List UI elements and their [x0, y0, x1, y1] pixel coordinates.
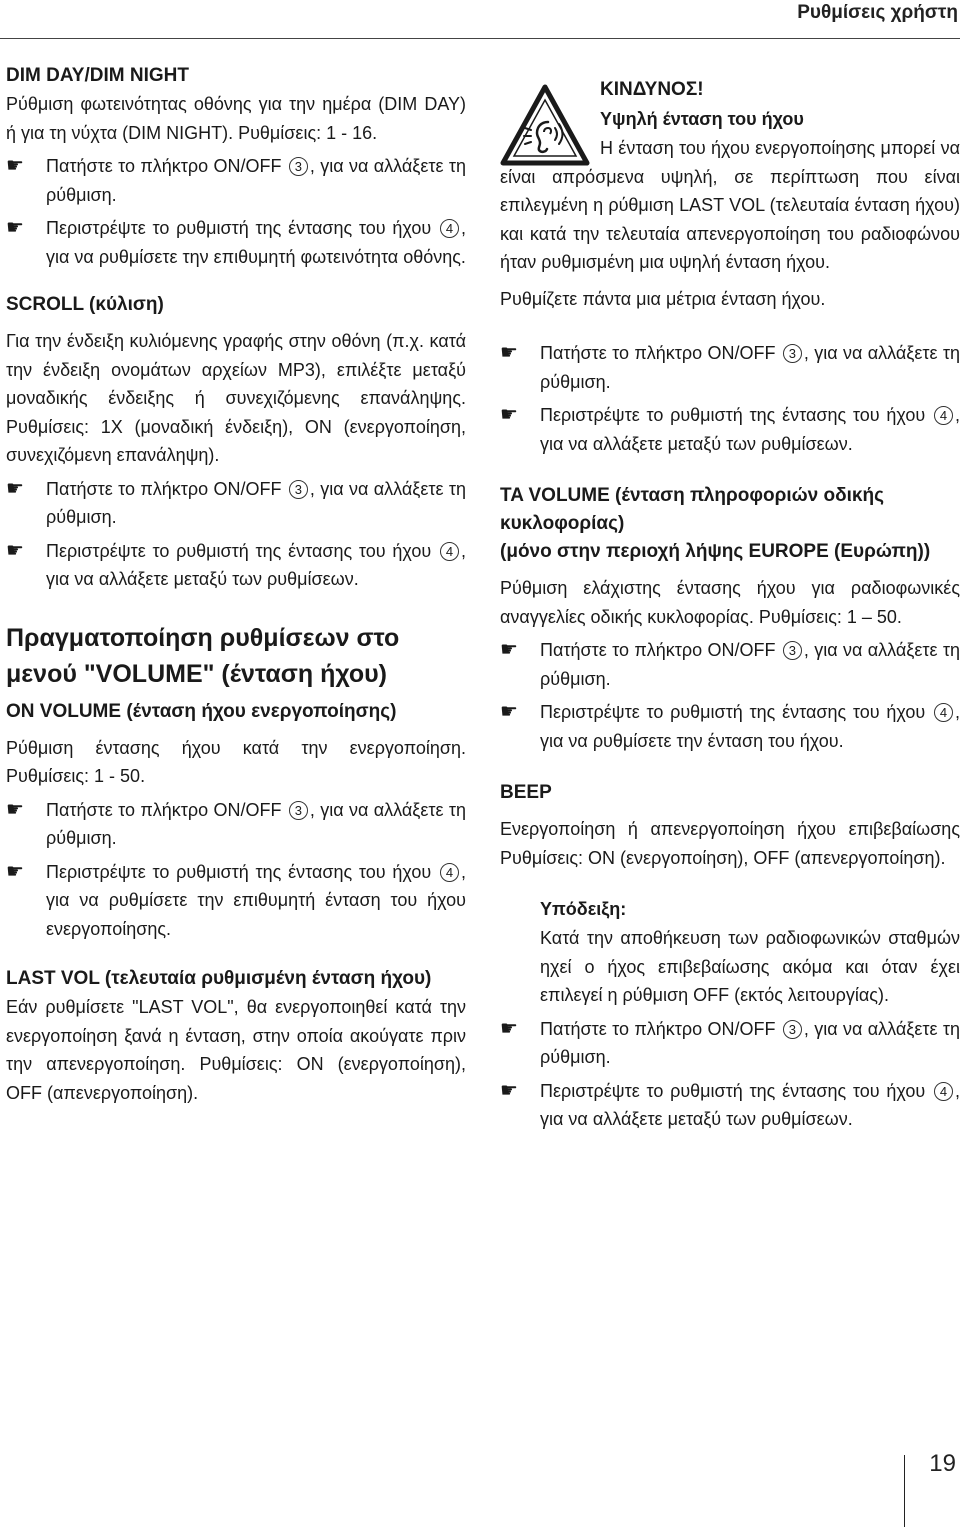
key-number-icon: 3: [289, 157, 308, 176]
pointing-hand-icon: ☛: [500, 1017, 518, 1040]
on-volume-text: Ρύθμιση έντασης ήχου κατά την ενεργοποίηση. Ρυθμίσεις: 1 - 50.: [6, 737, 466, 786]
key-number-icon: 3: [289, 480, 308, 499]
on-volume-heading: ON VOLUME (ένταση ήχου ενεργοποίησης): [6, 700, 397, 722]
pointing-hand-icon: ☛: [500, 701, 518, 723]
running-header: Ρυθμίσεις χρήστη: [797, 2, 958, 23]
beep-step-2: ☛ Περιστρέψτε το ρυθμιστή της έντασης του ήχου 4 , για να αλλάξετε μεταξύ των ρυθμίσεων.: [500, 1077, 960, 1134]
header-rule: [0, 38, 960, 39]
danger-warning-box: [500, 76, 960, 277]
pointing-hand-icon: ☛: [6, 217, 24, 239]
pointing-hand-icon: ☛: [6, 155, 24, 177]
left-column: [6, 60, 466, 1107]
last-vol-heading: LAST VOL (τελευταία ρυθμισμένη ένταση ήχου): [6, 968, 432, 989]
key-number-icon: 4: [934, 406, 953, 425]
key-number-icon: 3: [783, 1020, 802, 1039]
key-number-icon: 4: [440, 542, 459, 561]
warning-title: ΚΙΝΔΥΝΟΣ!: [600, 79, 704, 100]
key-number-icon: 3: [783, 641, 802, 660]
scroll-heading: SCROLL (κύλιση): [6, 294, 164, 315]
ta-volume-step-2: ☛ Περιστρέψτε το ρυθμιστή της έντασης του ήχου 4 , για να ρυθμίσετε την ένταση του ήχου.: [500, 698, 960, 755]
dim-step-2: ☛ Περιστρέψτε το ρυθμιστή της έντασης του ήχου 4 , για να ρυθμίσετε την επιθυμητή φωτεινότητα οθόνης.: [6, 214, 466, 271]
ta-volume-step-1: ☛ Πατήστε το πλήκτρο ON/OFF 3 , για να αλλάξετε τη ρύθμιση.: [500, 636, 960, 693]
hearing-warning-icon: [500, 84, 590, 166]
dim-heading: DIM DAY/DIM NIGHT: [6, 65, 189, 86]
key-number-icon: 4: [934, 703, 953, 722]
scroll-step-2: ☛ Περιστρέψτε το ρυθμιστή της έντασης του ήχου 4 , για να αλλάξετε μεταξύ των ρυθμίσεων.: [6, 537, 466, 594]
key-number-icon: 4: [440, 863, 459, 882]
pointing-hand-icon: ☛: [500, 1079, 518, 1102]
key-number-icon: 3: [289, 801, 308, 820]
scroll-step-1: ☛ Πατήστε το πλήκτρο ON/OFF 3 , για να αλλάξετε τη ρύθμιση.: [6, 475, 466, 532]
pointing-hand-icon: ☛: [500, 404, 518, 426]
note-box: [540, 894, 960, 1010]
beep-step-1: ☛ Πατήστε το πλήκτρο ON/OFF 3 , για να αλλάξετε τη ρύθμιση.: [500, 1015, 960, 1072]
pointing-hand-icon: ☛: [6, 798, 24, 821]
dim-step-1: ☛ Πατήστε το πλήκτρο ON/OFF 3 , για να αλλάξετε τη ρύθμιση.: [6, 152, 466, 209]
last-vol-step-2: ☛ Περιστρέψτε το ρυθμιστή της έντασης του ήχου 4 , για να αλλάξετε μεταξύ των ρυθμίσεων.: [500, 401, 960, 458]
beep-heading: BEEP: [500, 782, 552, 803]
pointing-hand-icon: ☛: [6, 477, 24, 500]
last-vol-text: Εάν ρυθμίσετε "LAST VOL", θα ενεργοποιηθεί κατά την ενεργοποίηση ξανά η ένταση, στην οποία ακούγατε πριν την απενεργοποίηση. Ρυθμίσεις: ON (ενεργοποίηση), OFF (απενεργοποίηση).: [6, 997, 466, 1103]
pointing-hand-icon: ☛: [6, 539, 24, 562]
on-volume-step-1: ☛ Πατήστε το πλήκτρο ON/OFF 3 , για να αλλάξετε τη ρύθμιση.: [6, 796, 466, 853]
page-number-rule: [904, 1455, 905, 1527]
note-text: Κατά την αποθήκευση των ραδιοφωνικών σταθμών ηχεί ο ήχος επιβεβαίωσης ακόμα και όταν έχει επιλεγεί η ρύθμιση OFF (εκτός λειτουργίας).: [540, 928, 960, 1005]
last-vol-step-1: ☛ Πατήστε το πλήκτρο ON/OFF 3 , για να αλλάξετε τη ρύθμιση.: [500, 339, 960, 396]
on-volume-step-2: ☛ Περιστρέψτε το ρυθμιστή της έντασης του ήχου 4 , για να ρυθμίσετε την επιθυμητή ένταση του ήχου ενεργοποίησης.: [6, 858, 466, 944]
volume-menu-heading: Πραγματοποίηση ρυθμίσεων στο μενού "VOLUME" (ένταση ήχου): [6, 623, 400, 688]
warning-heading-block: [600, 76, 960, 134]
pointing-hand-icon: ☛: [6, 860, 24, 883]
right-column: [500, 76, 960, 1134]
dim-text: Ρύθμιση φωτεινότητας οθόνης για την ημέρα (DIM DAY) ή για τη νύχτα (DIM NIGHT). Ρυθμίσεις: 1 - 16.: [6, 94, 466, 143]
pointing-hand-icon: ☛: [500, 342, 518, 364]
note-title: Υπόδειξη:: [540, 899, 627, 919]
scroll-text: Για την ένδειξη κυλιόμενης γραφής στην οθόνη (π.χ. κατά την ένδειξη ονομάτων αρχείων MP3), επιλέξτε μεταξύ μοναδικής ένδειξης ή συνεχιζόμενης επανάληψης. Ρυθμίσεις: 1X (μοναδική ένδειξη), ON (ενεργοποίηση, συνεχιζόμενη επανάληψη).: [6, 331, 466, 465]
key-number-icon: 4: [440, 219, 459, 238]
warning-subtitle: Υψηλή ένταση του ήχου: [600, 109, 804, 129]
ta-volume-heading: TA VOLUME (ένταση πληροφοριών οδικής κυκλοφορίας): [500, 485, 885, 534]
key-number-icon: 4: [934, 1082, 953, 1101]
warning-advice: Ρυθμίζετε πάντα μια μέτρια ένταση ήχου.: [500, 288, 826, 309]
beep-text: Ενεργοποίηση ή απενεργοποίηση ήχου επιβεβαίωσης Ρυθμίσεις: ON (ενεργοποίηση), OFF (απενεργοποίηση).: [500, 819, 960, 868]
warning-text: Η ένταση του ήχου ενεργοποίησης μπορεί να είναι απρόσμενα υψηλή, σε περίπτωση που είναι επιλεγμένη η ρύθμιση LAST VOL (τελευταία ένταση ήχου) και κατά την τελευταία απενεργοποίηση του ραδιοφώνου ήταν ρυθμισμένη μια υψηλή ένταση ήχου.: [500, 138, 960, 272]
pointing-hand-icon: ☛: [500, 639, 518, 661]
page-number: 19: [929, 1450, 956, 1477]
ta-volume-subheading: (μόνο στην περιοχή λήψης EUROPE (Ευρώπη)): [500, 541, 931, 562]
key-number-icon: 3: [783, 344, 802, 363]
ta-volume-text: Ρύθμιση ελάχιστης έντασης ήχου για ραδιοφωνικές αναγγελίες οδικής κυκλοφορίας. Ρυθμίσεις: 1 – 50.: [500, 578, 960, 627]
